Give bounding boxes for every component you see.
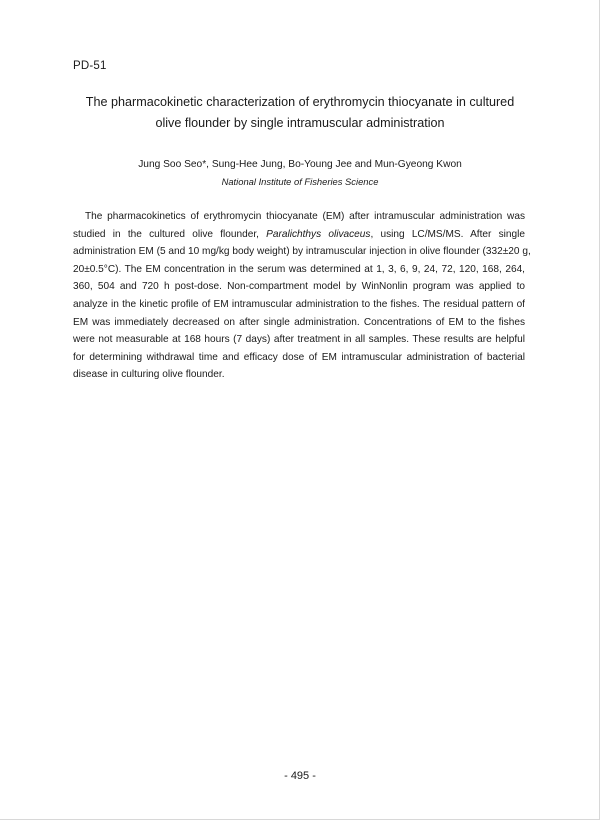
paper-title	[60, 92, 540, 134]
affiliation: National Institute of Fisheries Science	[221, 176, 379, 187]
abstract-code: PD-51	[73, 60, 107, 72]
abstract-line-2-end: , using LC/MS/MS. After single	[370, 228, 525, 240]
title-line-2: olive flounder by single intramuscular administration	[155, 116, 445, 130]
abstract-line-4: 20±0.5°C). The EM concentration in the serum was determined at 1, 3, 6, 9, 24, 72, 120, 168, 264,	[73, 263, 525, 275]
abstract-line-5: 360, 504 and 720 h post-dose. Non-compartment model by WinNonlin program was applied to	[73, 281, 525, 293]
abstract-line-2-start: studied in the cultured olive flounder,	[73, 228, 267, 240]
abstract-line-7: EM was immediately decreased on after single administration. Concentrations of EM to the fishes	[73, 316, 525, 328]
abstract-line-1: The pharmacokinetics of erythromycin thiocyanate (EM) after intramuscular administration was	[85, 211, 525, 222]
abstract-line-8: were not measurable at 168 hours (7 days) after treatment in all samples. These results are helpful	[73, 334, 525, 346]
abstract-line-3: administration EM (5 and 10 mg/kg body weight) by intramuscular injection in olive flounder (332±20 g,	[73, 246, 531, 258]
abstract-line-2	[73, 226, 525, 244]
page-number: - 495 -	[284, 770, 316, 782]
abstract-line-9: for determining withdrawal time and efficacy dose of EM intramuscular administration of bacterial	[73, 351, 525, 363]
author-list: Jung Soo Seo*, Sung-Hee Jung, Bo-Young Jee and Mun-Gyeong Kwon	[138, 159, 462, 170]
abstract-line-6: analyze in the kinetic profile of EM intramuscular administration to the fishes. The residual pattern of	[73, 298, 525, 310]
species-name: Paralichthys olivaceus	[266, 228, 371, 240]
abstract-body	[73, 208, 531, 384]
title-line-1: The pharmacokinetic characterization of erythromycin thiocyanate in cultured	[85, 95, 515, 109]
abstract-line-10: disease in culturing olive flounder.	[73, 369, 225, 381]
